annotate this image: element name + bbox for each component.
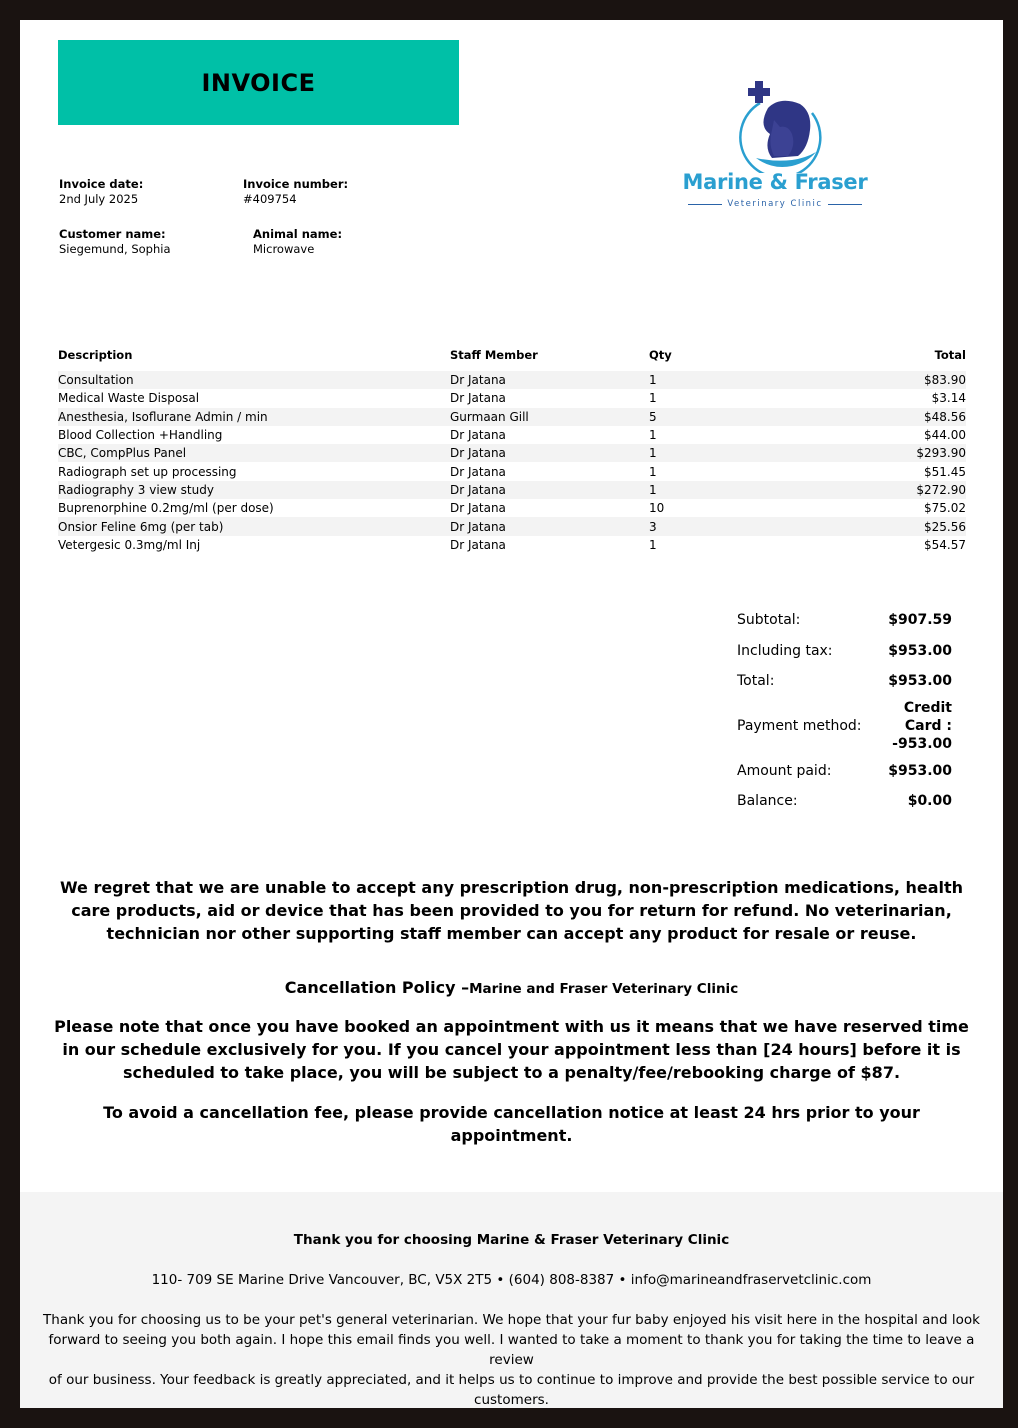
item-description: Blood Collection +Handling [58,428,223,443]
invoice-date-value: 2nd July 2025 [59,192,139,206]
column-header-total: Total [934,348,966,362]
animal-name-value: Microwave [253,242,315,256]
payment-method-line: Credit [903,700,952,716]
payment-method-line: -953.00 [892,736,952,752]
item-total: $25.56 [924,519,966,534]
item-qty: 1 [649,464,657,479]
item-qty: 1 [649,391,657,406]
refund-policy [50,876,973,945]
customer-name [59,227,171,257]
item-description: Anesthesia, Isoflurane Admin / min [58,409,268,424]
footer-message [25,1310,998,1408]
balance-label: Balance: [737,793,798,809]
cancellation-notice [50,1101,973,1147]
balance-value: $0.00 [907,793,952,809]
column-header-staff: Staff Member [450,348,538,362]
payment-method-line: Card : [904,718,952,734]
item-total: $83.90 [924,373,966,388]
item-staff: Dr Jatana [450,519,506,534]
tax-value: $953.00 [888,643,952,659]
item-description: Medical Waste Disposal [58,391,200,406]
subtotal-row [737,608,952,632]
item-total: $3.14 [931,391,966,406]
invoice-number-label: Invoice number: [243,177,349,191]
footer-contact: 110- 709 SE Marine Drive Vancouver, BC, V5X 2T5 • (604) 808-8387 • info@marineandfraservetclinic.com [151,1272,872,1288]
table-row [58,371,966,389]
policy-line: in our schedule exclusively for you. If you cancel your appointment less than [24 hours] before it is [62,1040,961,1059]
item-total: $293.90 [916,446,966,461]
subtotal-label: Subtotal: [737,612,801,628]
payment-method-value [872,699,952,753]
item-description: Radiograph set up processing [58,464,237,479]
total-value: $953.00 [888,673,952,689]
amount-paid-label: Amount paid: [737,763,832,779]
cancellation-clinic-name: Marine and Fraser Veterinary Clinic [469,981,739,997]
item-staff: Dr Jatana [450,537,506,552]
total-label: Total: [737,673,775,689]
clinic-logo-subtitle [660,199,890,209]
subtotal-value: $907.59 [888,612,952,628]
cancellation-policy-text [50,1015,973,1084]
policy-line: We regret that we are unable to accept any prescription drug, non-prescription medications, health [59,878,964,897]
invoice-title: INVOICE [201,68,316,97]
item-description: Onsior Feline 6mg (per tab) [58,519,224,534]
item-qty: 10 [649,501,665,516]
invoice-date [59,177,143,207]
animal-name [253,227,342,257]
table-row [58,517,966,535]
total-row [737,669,952,693]
item-description: CBC, CompPlus Panel [58,446,187,461]
payment-method-label: Payment method: [737,718,862,734]
payment-method-row [737,699,952,753]
item-staff: Gurmaan Gill [450,409,529,424]
divider [688,204,722,205]
pet-logo-icon [660,78,890,173]
footer-message-line: Thank you for choosing us to be your pet's general veterinarian. We hope that your fur baby enjoyed his visit here in the hospital and look [43,1312,980,1328]
item-description: Buprenorphine 0.2mg/ml (per dose) [58,501,274,516]
line-items-table [58,343,966,554]
footer [20,1192,1003,1408]
item-qty: 1 [649,373,657,388]
item-description: Vetergesic 0.3mg/ml Inj [58,537,201,552]
animal-name-label: Animal name: [253,227,343,241]
policy-line: appointment. [450,1126,573,1145]
footer-message-line: customers. [474,1392,549,1408]
item-qty: 1 [649,482,657,497]
item-staff: Dr Jatana [450,482,506,497]
table-row [58,444,966,462]
footer-message-line: of our business. Your feedback is greatly appreciated, and it helps us to continue to improve and provide the best possible service to our [48,1372,975,1388]
table-body [58,371,966,554]
amount-paid-value: $953.00 [888,763,952,779]
clinic-logo-name: Marine & Fraser [682,170,868,194]
item-total: $48.56 [924,409,966,424]
item-staff: Dr Jatana [450,501,506,516]
table-row [58,462,966,480]
item-total: $75.02 [924,501,966,516]
table-row [58,536,966,554]
column-header-qty: Qty [649,348,672,362]
table-row [58,499,966,517]
item-staff: Dr Jatana [450,464,506,479]
amount-paid-row [737,759,952,783]
table-row [58,426,966,444]
item-staff: Dr Jatana [450,446,506,461]
invoice-summary [737,608,952,813]
item-staff: Dr Jatana [450,373,506,388]
footer-message-line: forward to seeing you both again. I hope this email finds you well. I wanted to take a moment to thank you for taking the time to leave a review [48,1332,975,1368]
policy-line: To avoid a cancellation fee, please provide cancellation notice at least 24 hrs prior to your [103,1103,920,1122]
policy-line: care products, aid or device that has been provided to you for return for refund. No veterinarian, [71,901,952,920]
table-row [58,408,966,426]
item-staff: Dr Jatana [450,428,506,443]
table-row [58,389,966,407]
divider [828,204,862,205]
item-description: Radiography 3 view study [58,482,214,497]
policy-line: Please note that once you have booked an appointment with us it means that we have reserved time [54,1017,969,1036]
customer-name-label: Customer name: [59,227,166,241]
item-qty: 1 [649,428,657,443]
invoice-banner [58,40,459,125]
policy-line: scheduled to take place, you will be subject to a penalty/fee/rebooking charge of $87. [122,1063,901,1082]
customer-name-value: Siegemund, Sophia [59,242,171,256]
cancellation-policy-title [50,976,973,1001]
invoice-number [243,177,348,207]
invoice-page [20,20,1003,1408]
policy-line: technician nor other supporting staff member can accept any product for resale or reuse. [106,924,917,943]
item-description: Consultation [58,373,134,388]
invoice-date-label: Invoice date: [59,177,144,191]
item-qty: 1 [649,537,657,552]
clinic-logo [660,78,890,213]
balance-row [737,789,952,813]
clinic-logo-subtitle-text: Veterinary Clinic [727,199,823,209]
cancellation-title-text: Cancellation Policy – [284,978,470,997]
item-qty: 3 [649,519,657,534]
tax-row [737,639,952,663]
item-total: $51.45 [924,464,966,479]
tax-label: Including tax: [737,643,833,659]
item-total: $54.57 [924,537,966,552]
table-row [58,481,966,499]
item-qty: 1 [649,446,657,461]
item-total: $44.00 [924,428,966,443]
item-total: $272.90 [916,482,966,497]
invoice-number-value: #409754 [243,192,297,206]
footer-thanks: Thank you for choosing Marine & Fraser Veterinary Clinic [293,1232,730,1248]
column-header-description: Description [58,348,133,362]
table-header [58,343,966,367]
item-staff: Dr Jatana [450,391,506,406]
item-qty: 5 [649,409,657,424]
